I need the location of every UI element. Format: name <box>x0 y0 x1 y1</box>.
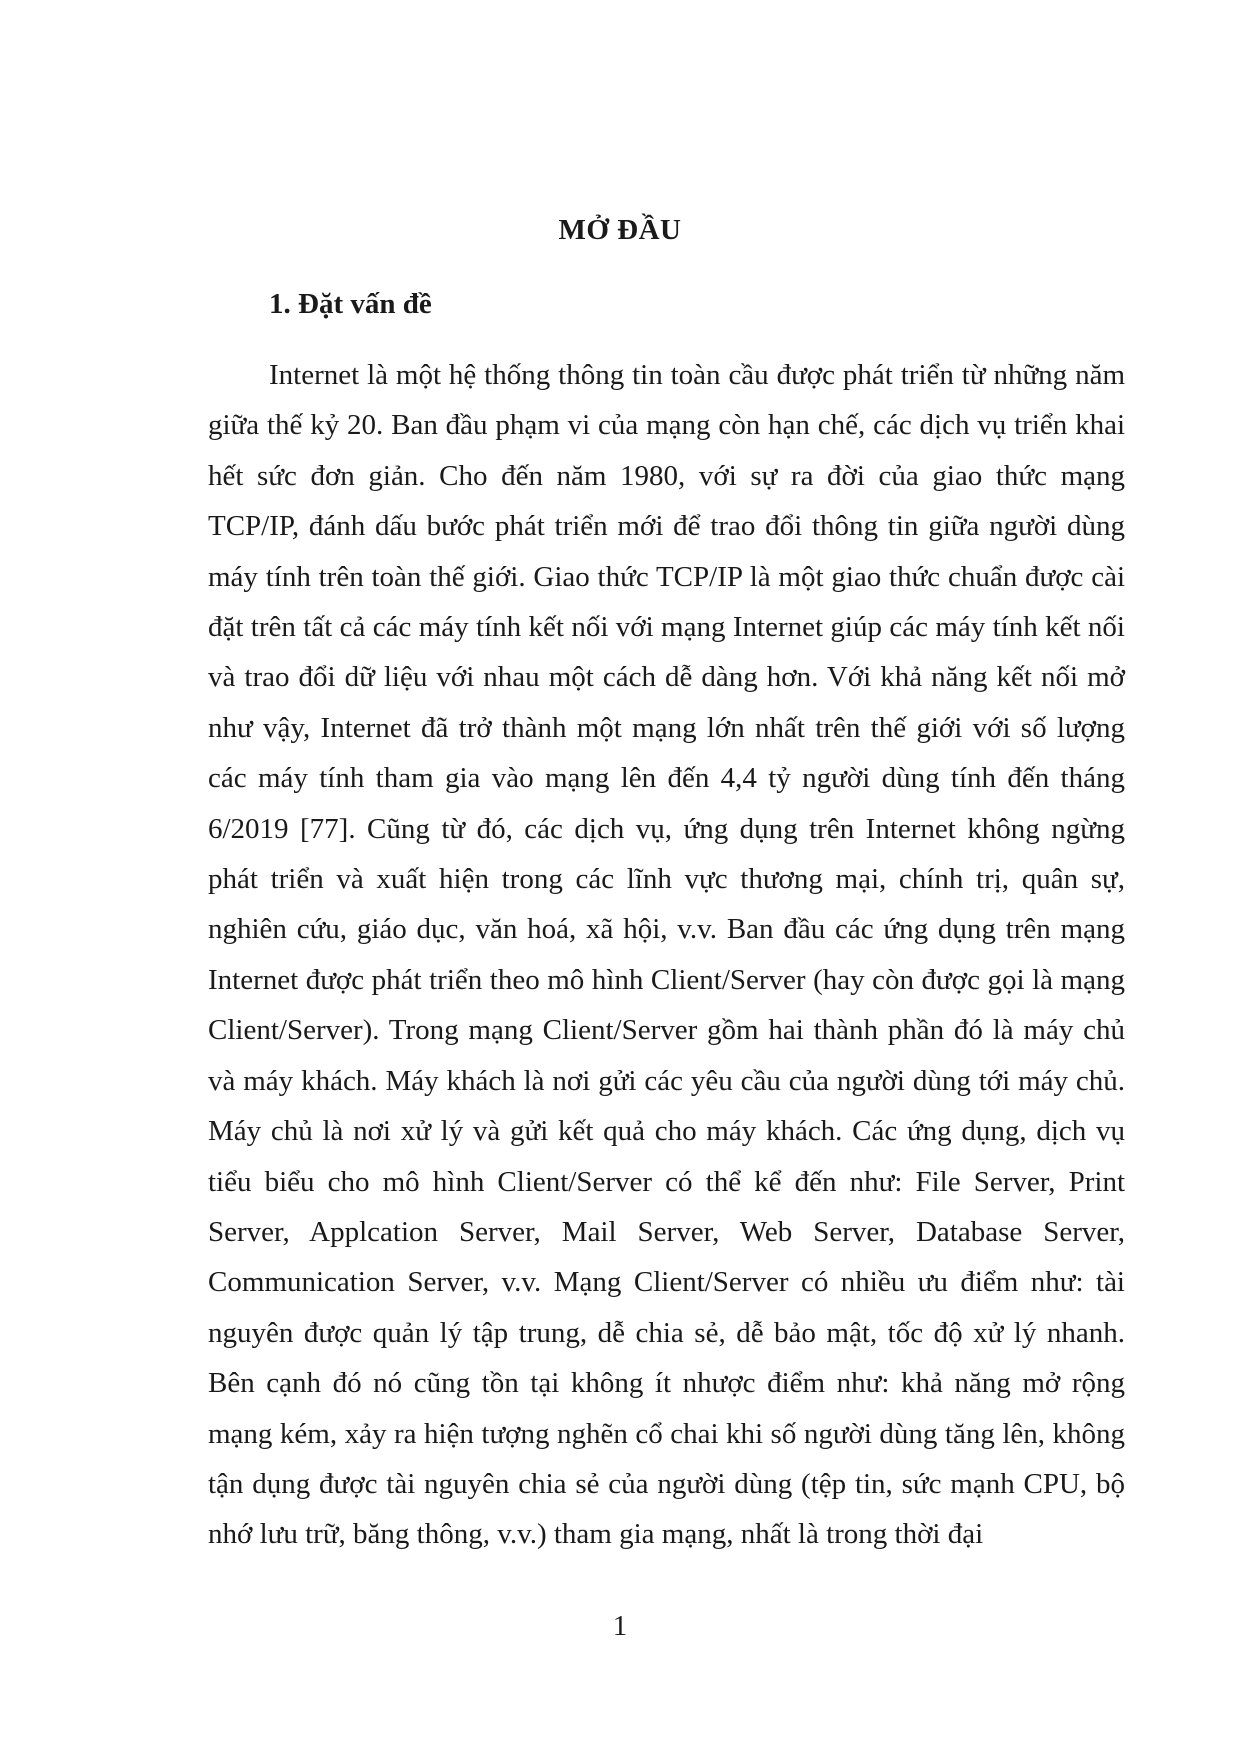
section-heading: 1. Đặt vấn đề <box>269 288 432 320</box>
chapter-title: MỞ ĐẦU <box>558 214 682 246</box>
body-paragraph: Internet là một hệ thống thông tin toàn cầu được phát triển từ những năm giữa thế kỷ 20. Ban đầu phạm vi của mạng còn hạn chế, các dịch vụ triển khai hết sức đơn giản. Cho đến năm 1980, với sự ra đời của giao thức mạng TCP/IP, đánh dấu bước phát triển mới để trao đổi thông tin giữa người dùng máy tính trên toàn thế giới. Giao thức TCP/IP là một giao thức chuẩn được cài đặt trên tất cả các máy tính kết nối với mạng Internet giúp các máy tính kết nối và trao đổi dữ liệu với nhau một cách dễ dàng hơn. Với khả năng kết nối mở như vậy, Internet đã trở thành một mạng lớn nhất trên thế giới với số lượng các máy tính tham gia vào mạng lên đến 4,4 tỷ người dùng tính đến tháng 6/2019 [77]. Cũng từ đó, các dịch vụ, ứng dụng trên Internet không ngừng phát triển và xuất hiện trong các lĩnh vực thương mại, chính trị, quân sự, nghiên cứu, giáo dục, văn hoá, xã hội, v.v. Ban đầu các ứng dụng trên mạng Internet được phát triển theo mô hình Client/Server (hay còn được gọi là mạng Client/Server). Trong mạng Client/Server gồm hai thành phần đó là máy chủ và máy khách. Máy khách là nơi gửi các yêu cầu của người dùng tới máy chủ. Máy chủ là nơi xử lý và gửi kết quả cho máy khách. Các ứng dụng, dịch vụ tiểu biểu cho mô hình Client/Server có thể kể đến như: File Server, Print Server, Applcation Server, Mail Server, Web Server, Database Server, Communication Server, v.v. Mạng Client/Server có nhiều ưu điểm như: tài nguyên được quản lý tập trung, dễ chia sẻ, dễ bảo mật, tốc độ xử lý nhanh. Bên cạnh đó nó cũng tồn tại không ít nhược điểm như: khả năng mở rộng mạng kém, xảy ra hiện tượng nghẽn cổ chai khi số người dùng tăng lên, không tận dụng được tài nguyên chia sẻ của người dùng (tệp tin, sức mạnh CPU, bộ nhớ lưu trữ, băng thông, v.v.) tham gia mạng, nhất là trong thời đại <box>208 359 1125 1551</box>
page-number: 1 <box>612 1610 628 1642</box>
